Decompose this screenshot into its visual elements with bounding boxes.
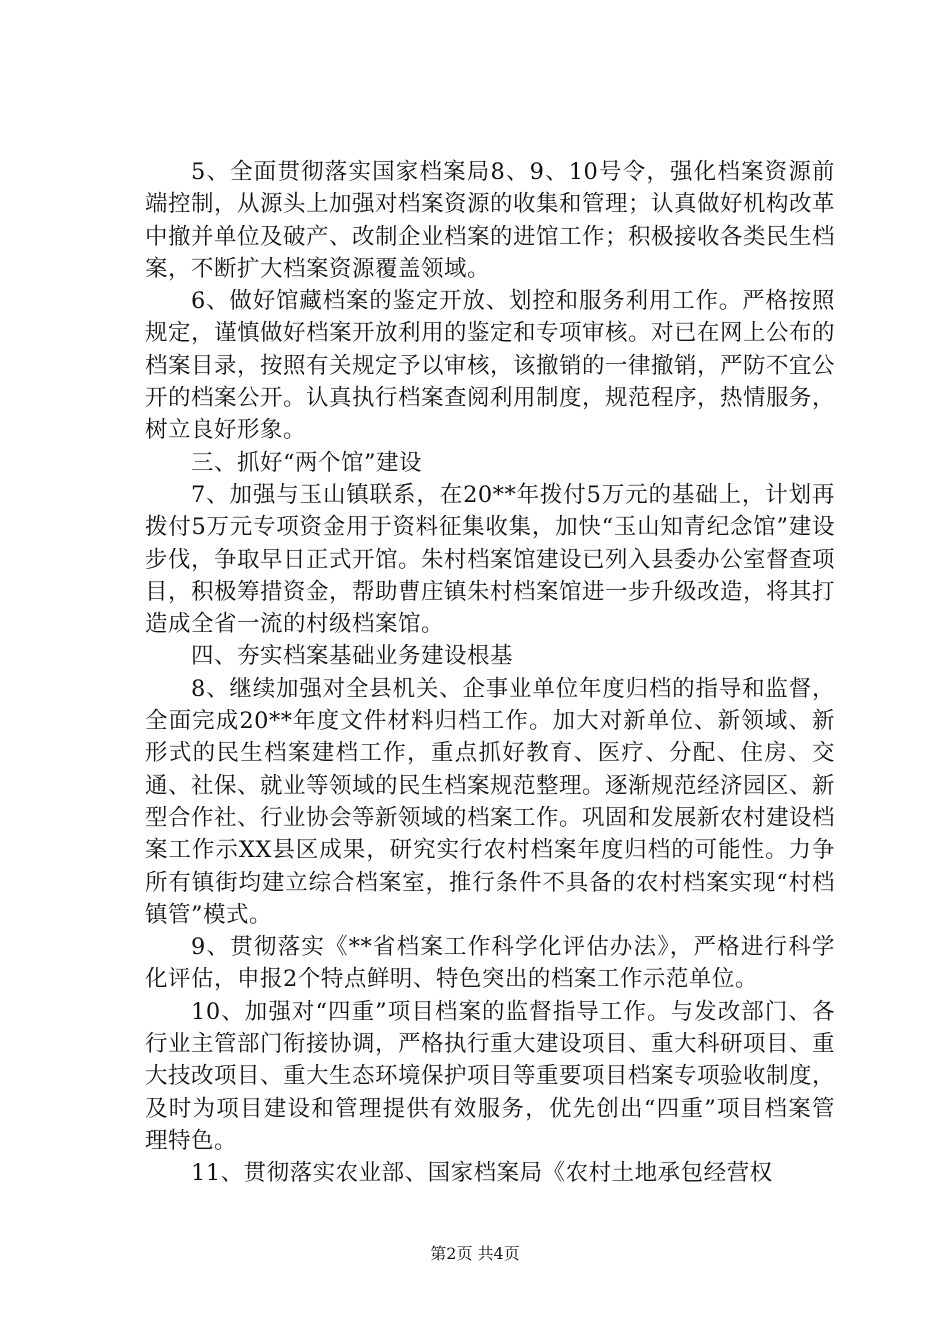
section-heading-3: 三、抓好“两个馆”建设 <box>191 449 423 476</box>
section-heading-4: 四、夯实档案基础业务建设根基 <box>191 643 514 670</box>
page-footer <box>0 1244 950 1264</box>
paragraph-item-5: 5、全面贯彻落实国家档案局8、9、10号令，强化档案资源前端控制，从源头上加强对档案资源的收集和管理；认真做好机构改革中撤并单位及破产、改制企业档案的进馆工作；积极接收各类民生档案，不断扩大档案资源覆盖领域。 <box>145 159 836 282</box>
paragraph-item-11: 11、贯彻落实农业部、国家档案局《农村土地承包经营权 <box>191 1160 773 1187</box>
paragraph-item-6: 6、做好馆藏档案的鉴定开放、划控和服务利用工作。严格按照规定，谨慎做好档案开放利用的鉴定和专项审核。对已在网上公布的档案目录，按照有关规定予以审核，该撤销的一律撤销，严防不宜公开的档案公开。认真执行档案查阅利用制度，规范程序，热情服务，树立良好形象。 <box>145 288 836 444</box>
paragraph-item-8: 8、继续加强对全县机关、企事业单位年度归档的指导和监督，全面完成20**年度文件材料归档工作。加大对新单位、新领域、新形式的民生档案建档工作，重点抓好教育、医疗、分配、住房、交通、社保、就业等领域的民生档案规范整理。逐渐规范经济园区、新型合作社、行业协会等新领域的档案工作。巩固和发展新农村建设档案工作示XX县区成果，研究实行农村档案年度归档的可能性。力争所有镇街均建立综合档案室，推行条件不具备的农村档案实现“村档镇管”模式。 <box>145 675 836 928</box>
page-number-label: 第2页 共4页 <box>430 1244 520 1263</box>
paragraph-item-7: 7、加强与玉山镇联系，在20**年拨付5万元的基础上，计划再拨付5万元专项资金用于资料征集收集，加快“玉山知青纪念馆”建设步伐，争取早日正式开馆。朱村档案馆建设已列入县委办公室督查项目，积极筹措资金，帮助曹庄镇朱村档案馆进一步升级改造，将其打造成全省一流的村级档案馆。 <box>145 481 836 638</box>
paragraph-item-9: 9、贯彻落实《**省档案工作科学化评估办法》，严格进行科学化评估，申报2个特点鲜明、特色突出的档案工作示范单位。 <box>145 934 835 993</box>
paragraph-item-10: 10、加强对“四重”项目档案的监督指导工作。与发改部门、各行业主管部门衔接协调，严格执行重大建设项目、重大科研项目、重大技改项目、重大生态环境保护项目等重要项目档案专项验收制度，及时为项目建设和管理提供有效服务，优先创出“四重”项目档案管理特色。 <box>145 998 836 1154</box>
document-body <box>145 156 835 1190</box>
